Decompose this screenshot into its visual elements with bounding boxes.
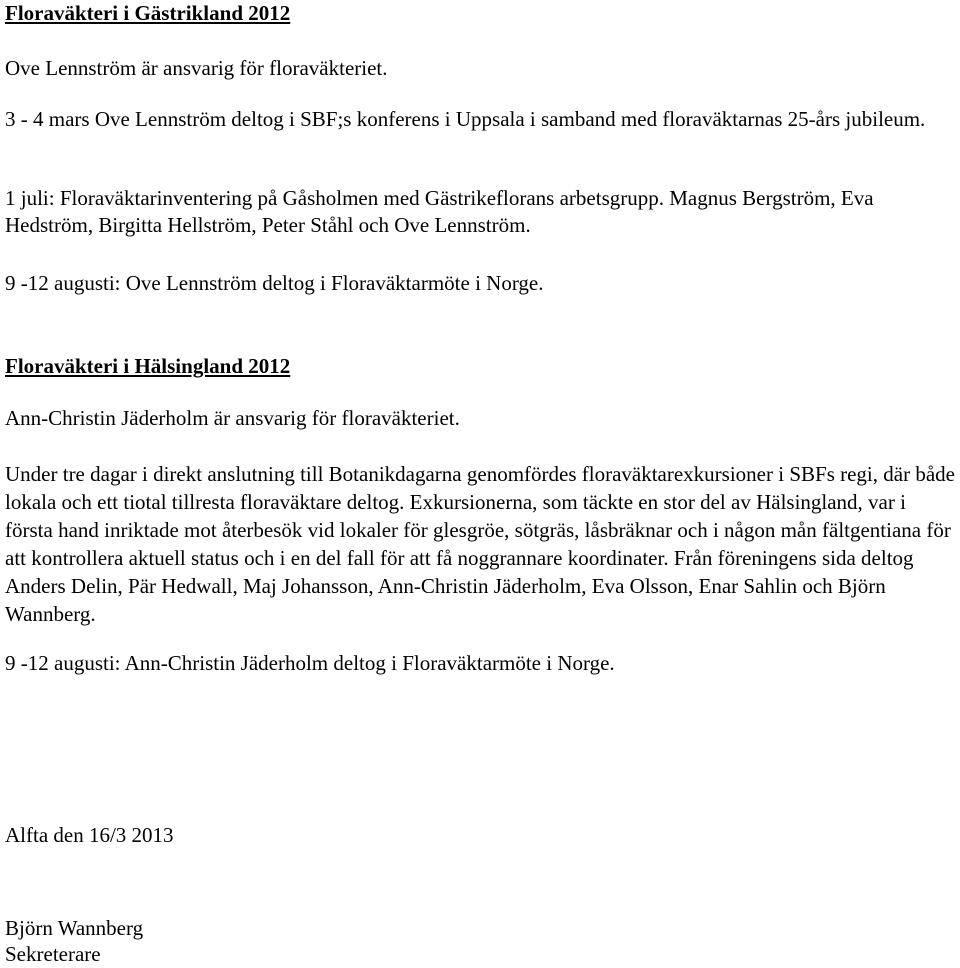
place-date: Alfta den 16/3 2013 [5,823,174,847]
section-heading-halsingland: Floraväkteri i Hälsingland 2012 [5,354,291,378]
paragraph-gastrikland-responsible: Ove Lennström är ansvarig för floraväkteriet. [5,56,388,80]
paragraph-halsingland-responsible: Ann-Christin Jäderholm är ansvarig för floraväkteriet. [5,406,460,430]
paragraph-gastrikland-inventory: 1 juli: Floraväktarinventering på Gåsholmen med Gästrikeflorans arbetsgrupp. Magnus Bergström, Eva Hedström, Birgitta Hellström, Peter Ståhl och Ove Lennström. [5,186,874,237]
paragraph-gastrikland-conference: 3 - 4 mars Ove Lennström deltog i SBF;s konferens i Uppsala i samband med floraväktarnas 25-års jubileum. [5,107,926,131]
paragraph-halsingland-meeting: 9 -12 augusti: Ann-Christin Jäderholm deltog i Floraväktarmöte i Norge. [5,651,615,675]
section-heading-gastrikland: Floraväkteri i Gästrikland 2012 [5,1,291,25]
paragraph-halsingland-excursions: Under tre dagar i direkt anslutning till Botanikdagarna genomfördes floraväktarexkursioner i SBFs regi, där både lokala och ett tiotal tillresta floraväktare deltog. Exkursionerna, som täckte en stor del av Hälsingland, var i första hand inriktade mot återbesök vid lokaler för glesgröe, sötgräs, låsbräknar och i någon mån fältgentiana för att kontrollera aktuell status och i en del fall för att få noggrannare koordinater. Från föreningens sida deltog Anders Delin, Pär Hedwall, Maj Johansson, Ann-Christin Jäderholm, Eva Olsson, Enar Sahlin och Björn Wannberg. [5,462,955,626]
signature-title: Sekreterare [5,942,101,966]
signature-name: Björn Wannberg [5,916,144,940]
paragraph-gastrikland-meeting: 9 -12 augusti: Ove Lennström deltog i Floraväktarmöte i Norge. [5,271,544,295]
